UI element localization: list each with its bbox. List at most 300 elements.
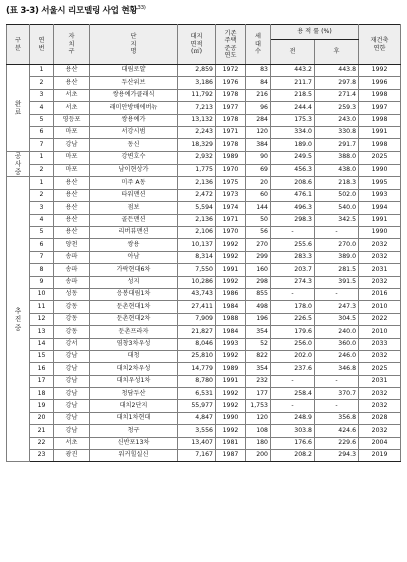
cell-rebuild-year: 2031 xyxy=(359,264,401,276)
cell-district: 강남 xyxy=(54,139,90,151)
table-row xyxy=(7,164,401,177)
cell-complex: 미주 A동 xyxy=(90,177,178,189)
cell-site-area: 4,847 xyxy=(178,412,216,424)
cell-site-area: 11,792 xyxy=(178,89,216,101)
cell-households: 1,753 xyxy=(246,400,271,412)
cell-district: 용산 xyxy=(54,214,90,226)
cell-approval-year: 1971 xyxy=(216,214,246,226)
cell-serial: 23 xyxy=(30,450,54,462)
table-row xyxy=(7,338,401,350)
cell-far-before: 303.8 xyxy=(271,425,315,437)
table-row xyxy=(7,202,401,214)
table-row xyxy=(7,388,401,400)
cell-serial: 18 xyxy=(30,388,54,400)
cell-serial: 3 xyxy=(30,89,54,101)
table-row xyxy=(7,189,401,201)
cell-far-before: 237.6 xyxy=(271,363,315,375)
cell-households: 144 xyxy=(246,202,271,214)
cell-complex: 대치우성1차 xyxy=(90,375,178,387)
cell-rebuild-year: 2031 xyxy=(359,375,401,387)
cell-serial: 17 xyxy=(30,375,54,387)
cell-serial: 5 xyxy=(30,227,54,239)
cell-serial: 7 xyxy=(30,251,54,263)
cell-district: 영등포 xyxy=(54,114,90,126)
remodeling-table xyxy=(6,24,401,462)
cell-far-after: 443.8 xyxy=(315,65,359,77)
cell-far-before: 176.6 xyxy=(271,437,315,449)
cell-approval-year: 1991 xyxy=(216,264,246,276)
cell-rebuild-year: 2010 xyxy=(359,326,401,338)
header-approval-year: 기존 주택 준공 연도 xyxy=(216,25,246,65)
cell-rebuild-year: 1997 xyxy=(359,102,401,114)
cell-complex: 청구 xyxy=(90,425,178,437)
cell-rebuild-year: 1991 xyxy=(359,126,401,138)
cell-complex: 래미안방배에버뉴 xyxy=(90,102,178,114)
cell-complex: 골든맨션 xyxy=(90,214,178,226)
cell-households: 160 xyxy=(246,264,271,276)
table-row xyxy=(7,251,401,263)
cell-complex: 대청 xyxy=(90,350,178,362)
cell-households: 60 xyxy=(246,189,271,201)
cell-district: 마포 xyxy=(54,126,90,138)
cell-approval-year: 1987 xyxy=(216,450,246,462)
cell-rebuild-year: 2004 xyxy=(359,437,401,449)
cell-households: 216 xyxy=(246,89,271,101)
table-row xyxy=(7,450,401,462)
cell-site-area: 7,213 xyxy=(178,102,216,114)
cell-far-after: 438.0 xyxy=(315,164,359,177)
cell-far-after: 240.0 xyxy=(315,326,359,338)
cell-rebuild-year: 2032 xyxy=(359,400,401,412)
cell-district: 서초 xyxy=(54,102,90,114)
header-complex: 단 지 명 xyxy=(90,25,178,65)
cell-site-area: 3,556 xyxy=(178,425,216,437)
cell-approval-year: 1988 xyxy=(216,313,246,325)
cell-site-area: 25,810 xyxy=(178,350,216,362)
cell-far-after: 389.0 xyxy=(315,251,359,263)
cell-serial: 2 xyxy=(30,189,54,201)
cell-rebuild-year: 2022 xyxy=(359,313,401,325)
table-row xyxy=(7,350,401,362)
cell-serial: 6 xyxy=(30,239,54,251)
cell-far-before: 189.0 xyxy=(271,139,315,151)
cell-complex: 응봉대림1차 xyxy=(90,288,178,300)
cell-far-after: 388.0 xyxy=(315,151,359,164)
cell-far-before: 334.0 xyxy=(271,126,315,138)
cell-approval-year: 1970 xyxy=(216,164,246,177)
cell-approval-year: 1977 xyxy=(216,102,246,114)
cell-households: 84 xyxy=(246,77,271,89)
cell-households: 50 xyxy=(246,214,271,226)
cell-households: 90 xyxy=(246,151,271,164)
cell-district: 양천 xyxy=(54,239,90,251)
cell-complex: 둔촌프라자 xyxy=(90,326,178,338)
table-row xyxy=(7,102,401,114)
cell-site-area: 7,909 xyxy=(178,313,216,325)
cell-complex: 점보 xyxy=(90,202,178,214)
cell-rebuild-year: 2010 xyxy=(359,301,401,313)
cell-complex: 쌍용 xyxy=(90,239,178,251)
header-rebuild-year: 재건축 연한 xyxy=(359,25,401,65)
cell-site-area: 2,932 xyxy=(178,151,216,164)
cell-far-before: - xyxy=(271,375,315,387)
cell-far-after: 360.0 xyxy=(315,338,359,350)
cell-complex: 둔촌현대1차 xyxy=(90,301,178,313)
cell-serial: 9 xyxy=(30,276,54,288)
cell-far-after: 229.6 xyxy=(315,437,359,449)
cell-district: 마포 xyxy=(54,151,90,164)
table-row xyxy=(7,313,401,325)
cell-rebuild-year: 1995 xyxy=(359,177,401,189)
table-row xyxy=(7,214,401,226)
cell-households: 83 xyxy=(246,65,271,77)
cell-households: 384 xyxy=(246,139,271,151)
cell-site-area: 8,046 xyxy=(178,338,216,350)
cell-district: 송파 xyxy=(54,264,90,276)
cell-rebuild-year: 2032 xyxy=(359,425,401,437)
caption-footnote: 33) xyxy=(137,5,146,12)
cell-rebuild-year: 1993 xyxy=(359,189,401,201)
cell-far-before: - xyxy=(271,288,315,300)
table-row xyxy=(7,151,401,164)
cell-district: 서초 xyxy=(54,437,90,449)
cell-rebuild-year: 2016 xyxy=(359,288,401,300)
cell-site-area: 14,779 xyxy=(178,363,216,375)
cell-far-after: 271.4 xyxy=(315,89,359,101)
cell-far-after: 247.3 xyxy=(315,301,359,313)
cell-households: 20 xyxy=(246,177,271,189)
cell-complex: 리버뷰맨션 xyxy=(90,227,178,239)
cell-approval-year: 1984 xyxy=(216,326,246,338)
header-category: 구 분 xyxy=(7,25,30,65)
cell-far-after: - xyxy=(315,227,359,239)
header-serial: 연 번 xyxy=(30,25,54,65)
cell-site-area: 7,550 xyxy=(178,264,216,276)
cell-complex: 강변호수 xyxy=(90,151,178,164)
cell-far-before: 175.3 xyxy=(271,114,315,126)
cell-far-before: 476.1 xyxy=(271,189,315,201)
cell-far-after: 259.3 xyxy=(315,102,359,114)
cell-complex: 대치1차현대 xyxy=(90,412,178,424)
cell-district: 용산 xyxy=(54,177,90,189)
cell-far-after: 270.0 xyxy=(315,239,359,251)
cell-far-after: - xyxy=(315,400,359,412)
cell-serial: 19 xyxy=(30,400,54,412)
cell-approval-year: 1989 xyxy=(216,363,246,375)
cell-rebuild-year: 1992 xyxy=(359,65,401,77)
cell-site-area: 7,167 xyxy=(178,450,216,462)
cell-district: 용산 xyxy=(54,77,90,89)
cell-rebuild-year: 1996 xyxy=(359,77,401,89)
cell-site-area: 43,743 xyxy=(178,288,216,300)
table-row xyxy=(7,288,401,300)
cell-rebuild-year: 1991 xyxy=(359,214,401,226)
cell-site-area: 10,137 xyxy=(178,239,216,251)
cell-approval-year: 1992 xyxy=(216,239,246,251)
cell-far-before: 248.9 xyxy=(271,412,315,424)
cell-complex: 가락현대6차 xyxy=(90,264,178,276)
cell-serial: 21 xyxy=(30,425,54,437)
cell-district: 송파 xyxy=(54,276,90,288)
cell-site-area: 1,775 xyxy=(178,164,216,177)
cell-serial: 7 xyxy=(30,139,54,151)
cell-far-before: 202.0 xyxy=(271,350,315,362)
cell-serial: 1 xyxy=(30,151,54,164)
cell-serial: 4 xyxy=(30,102,54,114)
table-row xyxy=(7,65,401,77)
group-label: 완 료 xyxy=(7,65,30,152)
cell-complex: 성지 xyxy=(90,276,178,288)
table-row xyxy=(7,177,401,189)
cell-serial: 4 xyxy=(30,214,54,226)
group-label: 추 진 중 xyxy=(7,177,30,462)
group-label: 공 사 중 xyxy=(7,151,30,177)
cell-district: 성동 xyxy=(54,288,90,300)
cell-district: 강남 xyxy=(54,375,90,387)
table-row xyxy=(7,227,401,239)
cell-district: 서초 xyxy=(54,89,90,101)
table-header xyxy=(7,25,401,65)
cell-district: 강남 xyxy=(54,425,90,437)
cell-far-after: 342.5 xyxy=(315,214,359,226)
cell-far-before: 211.7 xyxy=(271,77,315,89)
cell-site-area: 55,977 xyxy=(178,400,216,412)
cell-far-before: 249.5 xyxy=(271,151,315,164)
cell-far-after: 294.3 xyxy=(315,450,359,462)
cell-district: 강서 xyxy=(54,338,90,350)
cell-district: 강남 xyxy=(54,400,90,412)
cell-approval-year: 1975 xyxy=(216,177,246,189)
table-row xyxy=(7,400,401,412)
cell-rebuild-year: 2019 xyxy=(359,450,401,462)
cell-approval-year: 1978 xyxy=(216,89,246,101)
cell-approval-year: 1978 xyxy=(216,139,246,151)
table-row xyxy=(7,412,401,424)
cell-serial: 13 xyxy=(30,326,54,338)
cell-far-before: 203.7 xyxy=(271,264,315,276)
cell-far-before: 208.6 xyxy=(271,177,315,189)
cell-complex: 둔촌현대2차 xyxy=(90,313,178,325)
cell-district: 용산 xyxy=(54,202,90,214)
cell-far-after: 291.7 xyxy=(315,139,359,151)
cell-site-area: 2,859 xyxy=(178,65,216,77)
header-district: 자 치 구 xyxy=(54,25,90,65)
cell-approval-year: 1978 xyxy=(216,114,246,126)
cell-households: 299 xyxy=(246,251,271,263)
cell-far-after: 281.5 xyxy=(315,264,359,276)
cell-far-after: 424.6 xyxy=(315,425,359,437)
cell-site-area: 2,472 xyxy=(178,189,216,201)
cell-far-before: 443.2 xyxy=(271,65,315,77)
cell-far-before: 178.0 xyxy=(271,301,315,313)
cell-rebuild-year: 2025 xyxy=(359,363,401,375)
cell-approval-year: 1972 xyxy=(216,65,246,77)
cell-district: 송파 xyxy=(54,251,90,263)
cell-serial: 2 xyxy=(30,77,54,89)
cell-serial: 3 xyxy=(30,202,54,214)
cell-rebuild-year: 1998 xyxy=(359,114,401,126)
table-row xyxy=(7,375,401,387)
cell-far-after: 370.7 xyxy=(315,388,359,400)
cell-far-before: 218.5 xyxy=(271,89,315,101)
cell-rebuild-year: 1998 xyxy=(359,89,401,101)
cell-approval-year: 1992 xyxy=(216,400,246,412)
cell-site-area: 13,132 xyxy=(178,114,216,126)
cell-far-after: 243.0 xyxy=(315,114,359,126)
header-far: 용 적 률 (%) xyxy=(271,25,359,40)
cell-complex: 청담두산 xyxy=(90,388,178,400)
cell-site-area: 27,411 xyxy=(178,301,216,313)
cell-site-area: 8,314 xyxy=(178,251,216,263)
cell-far-before: 256.0 xyxy=(271,338,315,350)
table-row xyxy=(7,239,401,251)
cell-approval-year: 1990 xyxy=(216,412,246,424)
cell-serial: 16 xyxy=(30,363,54,375)
cell-approval-year: 1976 xyxy=(216,77,246,89)
cell-households: 69 xyxy=(246,164,271,177)
cell-rebuild-year: 2032 xyxy=(359,251,401,263)
cell-far-after: 218.3 xyxy=(315,177,359,189)
cell-far-before: 496.3 xyxy=(271,202,315,214)
cell-rebuild-year: 2032 xyxy=(359,239,401,251)
cell-serial: 1 xyxy=(30,177,54,189)
cell-far-before: 244.4 xyxy=(271,102,315,114)
cell-site-area: 5,594 xyxy=(178,202,216,214)
cell-serial: 15 xyxy=(30,350,54,362)
cell-far-before: 179.6 xyxy=(271,326,315,338)
cell-complex: 쌍용예가 xyxy=(90,114,178,126)
cell-rebuild-year: 1994 xyxy=(359,202,401,214)
cell-far-after: 330.8 xyxy=(315,126,359,138)
cell-far-before: - xyxy=(271,227,315,239)
cell-approval-year: 1981 xyxy=(216,437,246,449)
cell-complex: 쌍용예가클래식 xyxy=(90,89,178,101)
cell-approval-year: 1970 xyxy=(216,227,246,239)
cell-rebuild-year: 2032 xyxy=(359,276,401,288)
cell-complex: 워커힐실신 xyxy=(90,450,178,462)
cell-approval-year: 1984 xyxy=(216,301,246,313)
table-row xyxy=(7,326,401,338)
cell-approval-year: 1973 xyxy=(216,189,246,201)
cell-households: 855 xyxy=(246,288,271,300)
cell-rebuild-year: 1990 xyxy=(359,227,401,239)
cell-households: 96 xyxy=(246,102,271,114)
cell-complex: 대치2차우성 xyxy=(90,363,178,375)
cell-rebuild-year: 2032 xyxy=(359,388,401,400)
cell-approval-year: 1991 xyxy=(216,375,246,387)
header-site-area: 대지 면적 (㎡) xyxy=(178,25,216,65)
cell-households: 200 xyxy=(246,450,271,462)
cell-complex: 두산위브 xyxy=(90,77,178,89)
cell-site-area: 2,136 xyxy=(178,214,216,226)
cell-serial: 2 xyxy=(30,164,54,177)
cell-households: 120 xyxy=(246,412,271,424)
table-row xyxy=(7,363,401,375)
cell-rebuild-year: 2025 xyxy=(359,151,401,164)
table-body xyxy=(7,65,401,462)
cell-district: 용산 xyxy=(54,65,90,77)
cell-households: 498 xyxy=(246,301,271,313)
cell-serial: 22 xyxy=(30,437,54,449)
cell-site-area: 2,243 xyxy=(178,126,216,138)
cell-approval-year: 1974 xyxy=(216,202,246,214)
cell-district: 강동 xyxy=(54,326,90,338)
cell-district: 용산 xyxy=(54,227,90,239)
cell-far-after: 540.0 xyxy=(315,202,359,214)
table-row xyxy=(7,301,401,313)
cell-district: 용산 xyxy=(54,189,90,201)
cell-serial: 14 xyxy=(30,338,54,350)
cell-district: 강남 xyxy=(54,388,90,400)
cell-serial: 12 xyxy=(30,313,54,325)
cell-site-area: 6,531 xyxy=(178,388,216,400)
cell-site-area: 2,106 xyxy=(178,227,216,239)
table-row xyxy=(7,139,401,151)
cell-approval-year: 1992 xyxy=(216,251,246,263)
header-households: 세 대 수 xyxy=(246,25,271,65)
cell-site-area: 18,329 xyxy=(178,139,216,151)
cell-households: 354 xyxy=(246,363,271,375)
header-far-after: 후 xyxy=(315,40,359,65)
table-row xyxy=(7,425,401,437)
cell-district: 강남 xyxy=(54,350,90,362)
cell-serial: 20 xyxy=(30,412,54,424)
cell-serial: 5 xyxy=(30,114,54,126)
cell-approval-year: 1971 xyxy=(216,126,246,138)
cell-complex: 신반포13차 xyxy=(90,437,178,449)
table-row xyxy=(7,276,401,288)
cell-far-after: 502.0 xyxy=(315,189,359,201)
cell-rebuild-year: 2033 xyxy=(359,338,401,350)
cell-far-after: 346.8 xyxy=(315,363,359,375)
cell-site-area: 3,186 xyxy=(178,77,216,89)
table-row xyxy=(7,89,401,101)
cell-complex: 서강시범 xyxy=(90,126,178,138)
cell-far-before: 274.3 xyxy=(271,276,315,288)
cell-complex: 대치2단지 xyxy=(90,400,178,412)
cell-district: 강동 xyxy=(54,313,90,325)
cell-rebuild-year: 2032 xyxy=(359,350,401,362)
cell-far-after: - xyxy=(315,375,359,387)
cell-approval-year: 1992 xyxy=(216,425,246,437)
table-caption xyxy=(6,4,146,16)
cell-households: 196 xyxy=(246,313,271,325)
cell-approval-year: 1992 xyxy=(216,388,246,400)
cell-far-before: 258.4 xyxy=(271,388,315,400)
cell-approval-year: 1989 xyxy=(216,151,246,164)
table-row xyxy=(7,126,401,138)
cell-district: 강동 xyxy=(54,301,90,313)
cell-rebuild-year: 1998 xyxy=(359,139,401,151)
cell-households: 177 xyxy=(246,388,271,400)
cell-households: 108 xyxy=(246,425,271,437)
cell-far-after: 304.5 xyxy=(315,313,359,325)
cell-site-area: 21,827 xyxy=(178,326,216,338)
cell-households: 822 xyxy=(246,350,271,362)
cell-complex: 남이현상가 xyxy=(90,164,178,177)
cell-rebuild-year: 1990 xyxy=(359,164,401,177)
cell-complex: 타워맨션 xyxy=(90,189,178,201)
caption-text: (표 3-3) 서울시 리모델링 사업 현황 xyxy=(6,6,138,16)
cell-households: 270 xyxy=(246,239,271,251)
cell-far-before: 283.3 xyxy=(271,251,315,263)
cell-far-before: - xyxy=(271,400,315,412)
cell-households: 52 xyxy=(246,338,271,350)
table-row xyxy=(7,437,401,449)
cell-households: 232 xyxy=(246,375,271,387)
cell-households: 180 xyxy=(246,437,271,449)
table-row xyxy=(7,264,401,276)
